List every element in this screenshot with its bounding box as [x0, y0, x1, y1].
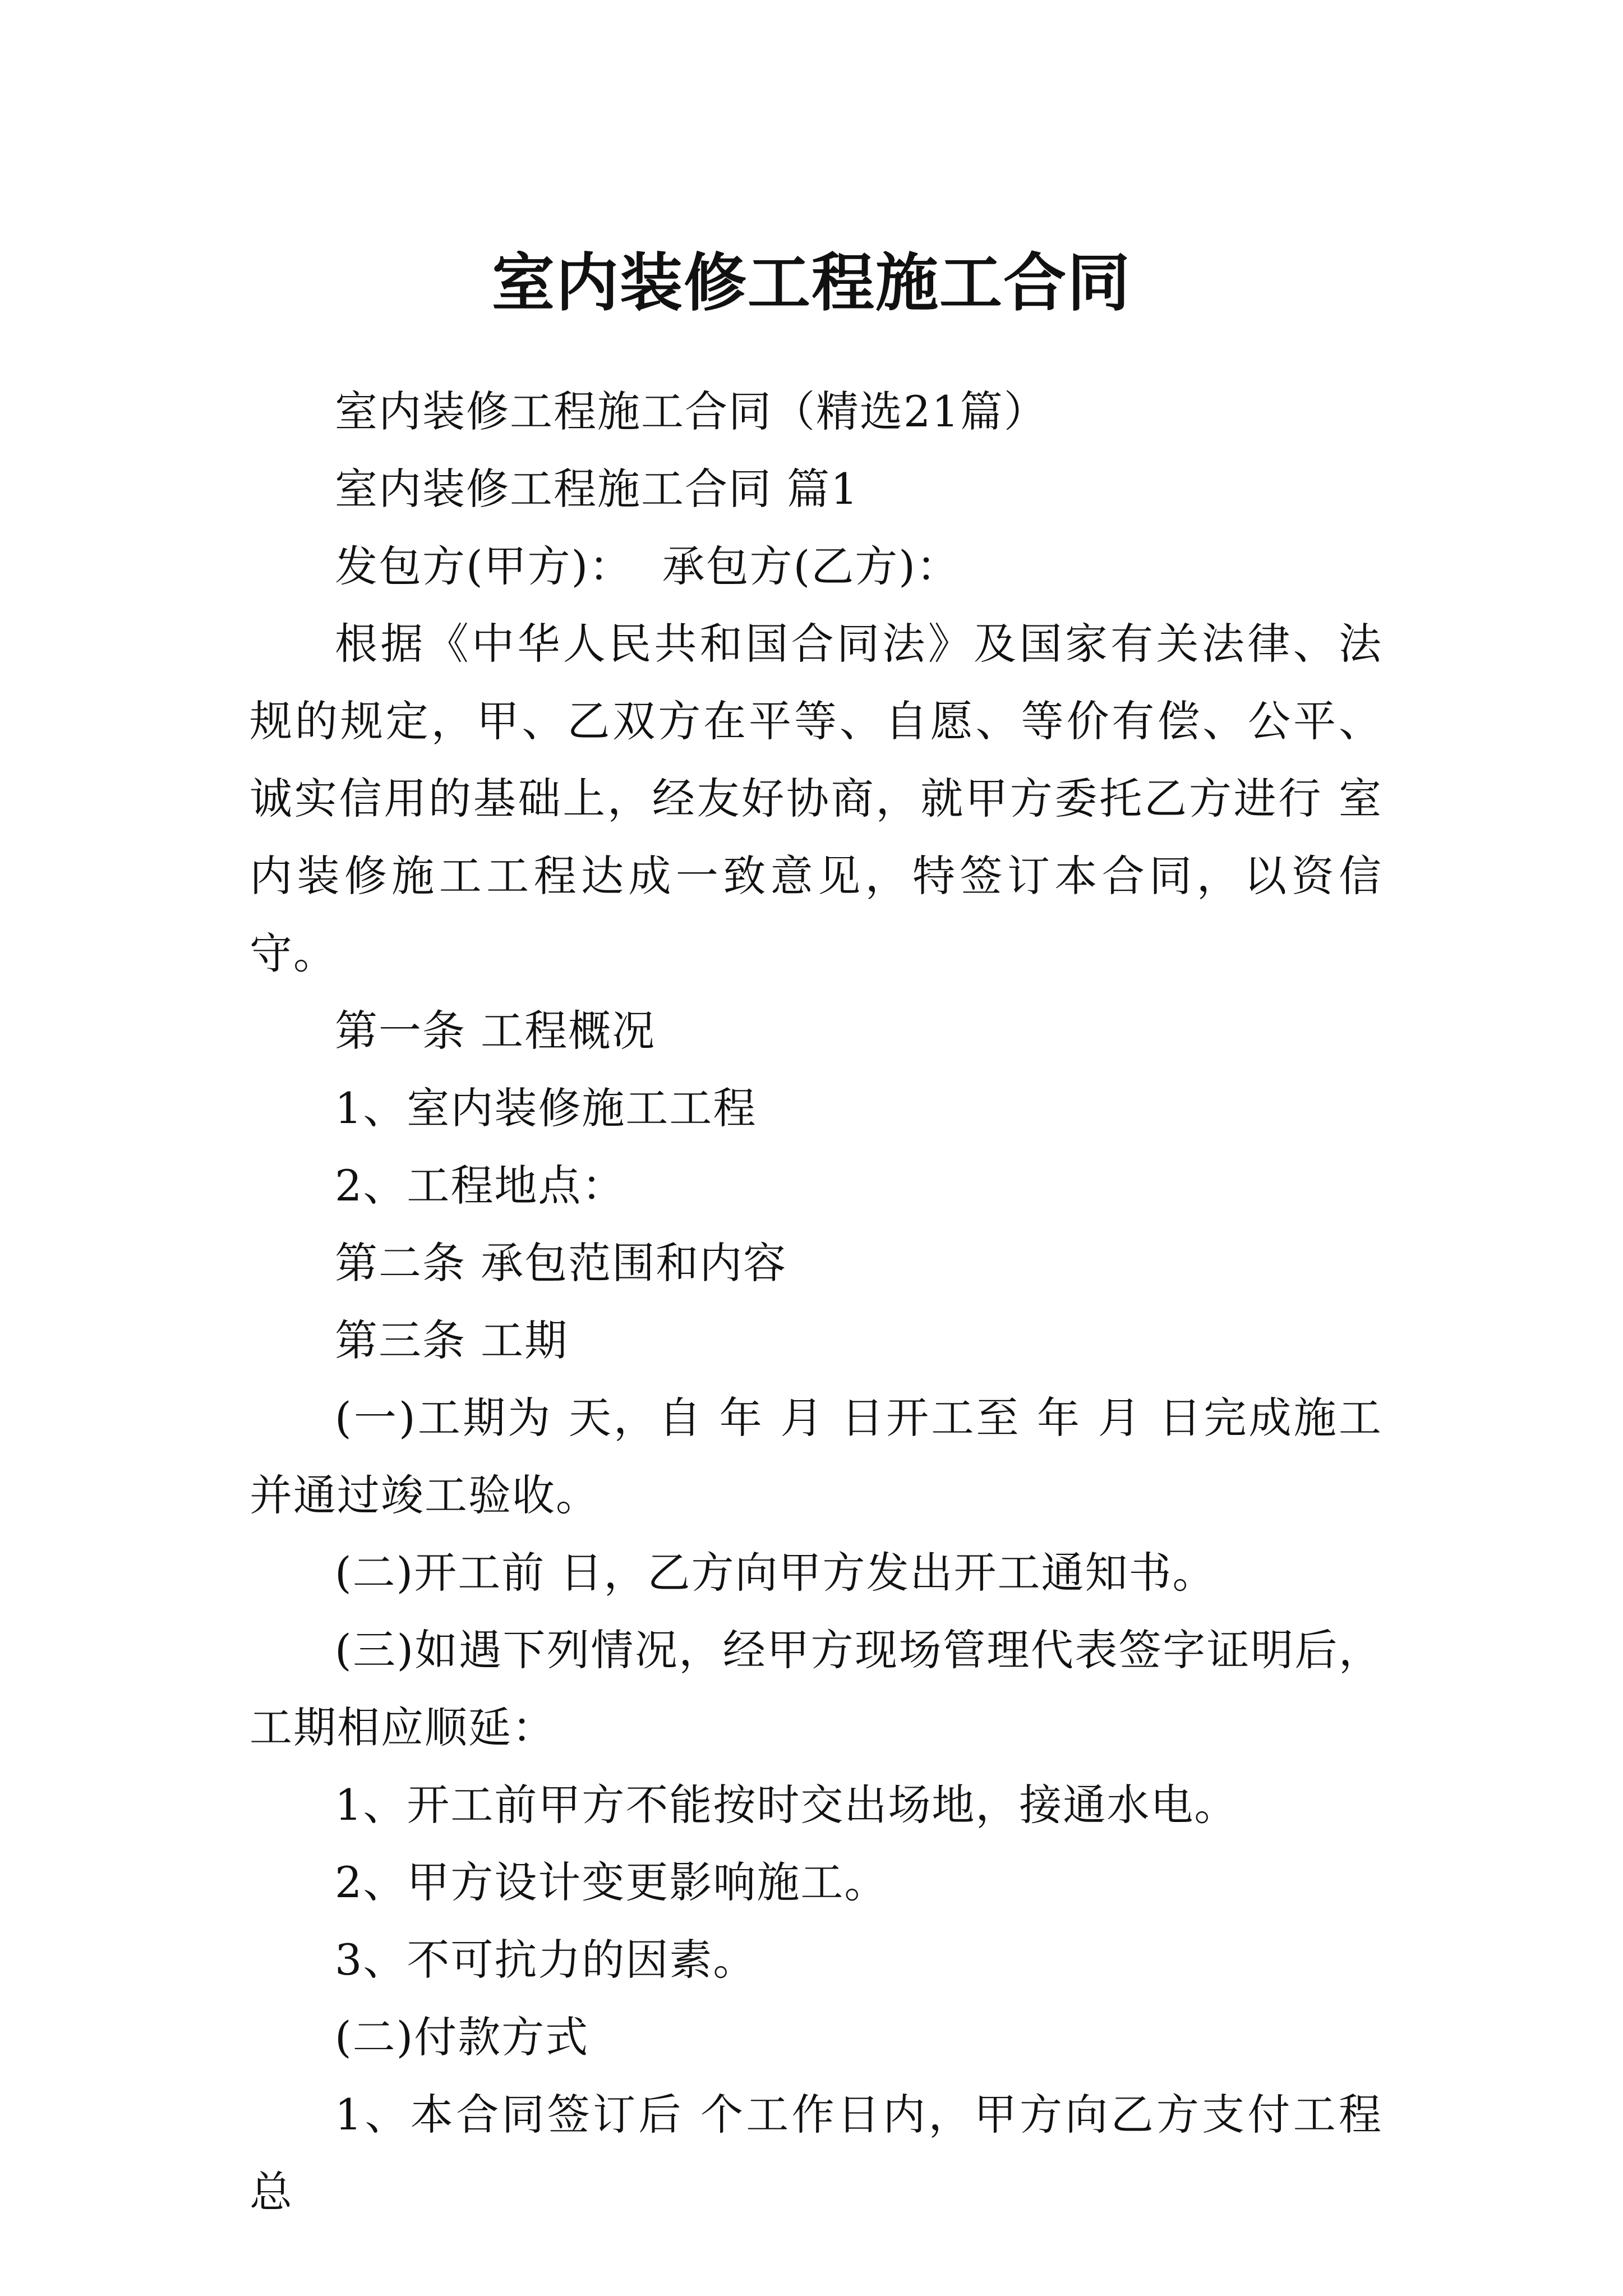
- article-3-clause-2: (二)开工前 日，乙方向甲方发出开工通知书。: [335, 1548, 1216, 1598]
- article-1-item-2: 2、工程地点：: [335, 1161, 626, 1211]
- paragraph-preamble: 根据《中华人民共和国合同法》及国家有关法律、法规的规定，甲、乙双方在平等、自愿、等价有偿、公平、诚实信用的基础上，经友好协商，就甲方委托乙方进行 室内装修施工工程达成一致意见，特签订本合同，以资信守。: [250, 619, 1382, 978]
- paragraph-subtitle: 室内装修工程施工合同（精选21篇）: [335, 386, 1048, 436]
- article-1-heading: 第一条 工程概况: [335, 1006, 656, 1056]
- document-title: 室内装修工程施工合同: [492, 246, 1131, 320]
- delay-item-2: 2、甲方设计变更影响施工。: [335, 1857, 888, 1907]
- paragraph-parties: 发包方(甲方)： 承包方(乙方)：: [335, 541, 960, 591]
- article-2-heading: 第二条 承包范围和内容: [335, 1238, 787, 1288]
- delay-item-1: 1、开工前甲方不能按时交出场地，接通水电。: [335, 1780, 1238, 1830]
- article-3-clause-3: (三)如遇下列情况，经甲方现场管理代表签字证明后，工期相应顺延：: [250, 1625, 1382, 1752]
- document-body: [250, 373, 1382, 2231]
- delay-item-3: 3、不可抗力的因素。: [335, 1935, 757, 1985]
- payment-heading: (二)付款方式: [335, 2012, 589, 2062]
- payment-item-1: 1、本合同签订后 个工作日内，甲方向乙方支付工程总: [250, 2090, 1382, 2217]
- article-3-heading: 第三条 工期: [335, 1315, 569, 1365]
- article-3-clause-1: (一)工期为 天，自 年 月 日开工至 年 月 日完成施工并通过竣工验收。: [250, 1393, 1382, 1520]
- paragraph-chapter-heading: 室内装修工程施工合同 篇1: [335, 464, 859, 514]
- article-1-item-1: 1、室内装修施工工程: [335, 1083, 757, 1133]
